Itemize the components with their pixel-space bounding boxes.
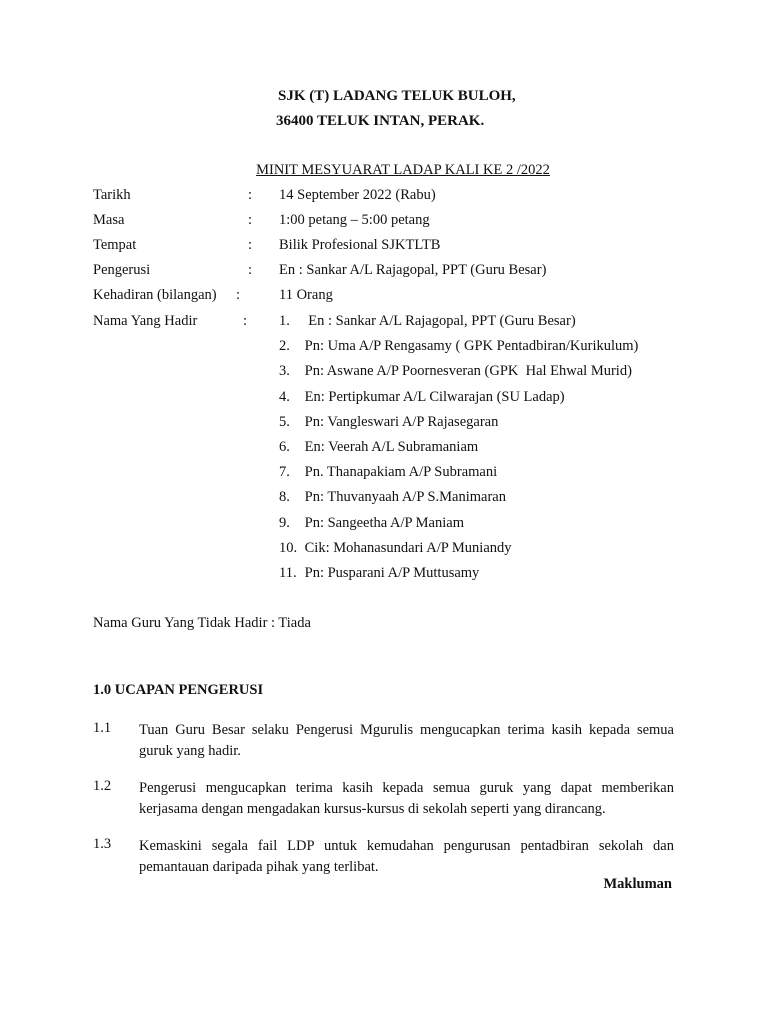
attendee-name: En : Sankar A/L Rajagopal, PPT (Guru Besar) — [304, 313, 576, 329]
school-address: 36400 TELUK INTAN, PERAK. — [276, 113, 485, 129]
detail-row-chair — [93, 262, 693, 284]
detail-colon: : — [248, 262, 253, 278]
attendee-number: 10. — [279, 539, 298, 556]
item-number: 1.3 — [93, 836, 112, 852]
detail-label: Masa — [93, 212, 125, 228]
item-text: Pengerusi mengucapkan terima kasih kepada semua guruk yang dapat memberikan kerjasama dengan mengadakan kursus-kursus di sekolah seperti yang dirancang. — [139, 780, 674, 817]
action-note: Makluman — [603, 876, 672, 892]
list-item — [279, 565, 638, 590]
attendee-name: Cik: Mohanasundari A/P Muniandy — [304, 539, 512, 556]
attendee-number: 11. — [279, 564, 297, 581]
attendee-number: 6. — [279, 438, 290, 455]
list-item — [279, 389, 638, 414]
list-item — [279, 489, 638, 514]
list-item — [279, 439, 638, 464]
detail-label: Pengerusi — [93, 262, 151, 278]
attendee-list — [279, 313, 638, 590]
list-item — [279, 338, 638, 363]
list-item — [279, 515, 638, 540]
attendee-name: Pn: Uma A/P Rengasamy ( GPK Pentadbiran/Kurikulum) — [304, 338, 639, 355]
detail-value: 14 September 2022 (Rabu) — [279, 187, 436, 203]
detail-row-place — [93, 237, 693, 259]
attendee-name: Pn: Sangeetha A/P Maniam — [304, 514, 464, 531]
school-name: SJK (T) LADANG TELUK BULOH, — [278, 88, 516, 104]
item-number: 1.2 — [93, 778, 112, 794]
minutes-title — [0, 162, 768, 179]
detail-label: Tarikh — [93, 187, 131, 203]
detail-colon: : — [236, 287, 241, 303]
detail-value: En : Sankar A/L Rajagopal, PPT (Guru Besar) — [279, 262, 547, 278]
attendee-name: Pn. Thanapakiam A/P Subramani — [304, 464, 498, 481]
attendee-name: Pn: Vangleswari A/P Rajasegaran — [304, 413, 499, 430]
attendee-number: 7. — [279, 464, 290, 481]
list-item — [279, 540, 638, 565]
attendee-number: 1. — [279, 313, 290, 329]
absent-teachers: Nama Guru Yang Tidak Hadir : Tiada — [93, 615, 311, 631]
detail-row-date — [93, 187, 693, 209]
list-item — [279, 464, 638, 489]
attendee-number: 3. — [279, 363, 290, 380]
section-heading: 1.0 UCAPAN PENGERUSI — [93, 682, 264, 698]
list-item — [279, 363, 638, 388]
detail-label: Kehadiran (bilangan) — [93, 287, 217, 303]
item-number: 1.1 — [93, 720, 112, 736]
minutes-title-text: MINIT MESYUARAT LADAP KALI KE 2 /2022 — [256, 162, 550, 178]
detail-colon: : — [248, 187, 253, 203]
attendee-number: 9. — [279, 514, 290, 531]
detail-label: Tempat — [93, 237, 137, 253]
attendee-name: En: Veerah A/L Subramaniam — [304, 438, 479, 455]
detail-row-time — [93, 212, 693, 234]
item-text: Tuan Guru Besar selaku Pengerusi Mgurulis mengucapkan terima kasih kepada semua guruk yang hadir. — [139, 722, 674, 759]
attendee-number: 8. — [279, 489, 290, 506]
attendee-number: 2. — [279, 338, 290, 355]
attendee-number: 5. — [279, 413, 290, 430]
detail-value: 1:00 petang – 5:00 petang — [279, 212, 430, 228]
detail-colon: : — [243, 313, 248, 329]
detail-colon: : — [248, 212, 253, 228]
attendee-name: Pn: Pusparani A/P Muttusamy — [304, 564, 480, 581]
list-item — [279, 414, 638, 439]
detail-value: Bilik Profesional SJKTLTB — [279, 237, 441, 253]
item-text: Kemaskini segala fail LDP untuk kemudahan pengurusan pentadbiran sekolah dan pemantauan daripada pihak yang terlibat. — [139, 838, 674, 875]
attendee-name: Pn: Aswane A/P Poornesveran (GPK Hal Ehwal Murid) — [304, 363, 632, 380]
attendee-name: Pn: Thuvanyaah A/P S.Manimaran — [304, 489, 506, 506]
attendee-number: 4. — [279, 388, 290, 405]
detail-value: 11 Orang — [279, 287, 333, 303]
detail-colon: : — [248, 237, 253, 253]
attendee-name: En: Pertipkumar A/L Cilwarajan (SU Ladap) — [304, 388, 565, 405]
detail-label: Nama Yang Hadir — [93, 313, 198, 329]
list-item — [279, 313, 638, 338]
detail-row-attendance — [93, 287, 693, 309]
